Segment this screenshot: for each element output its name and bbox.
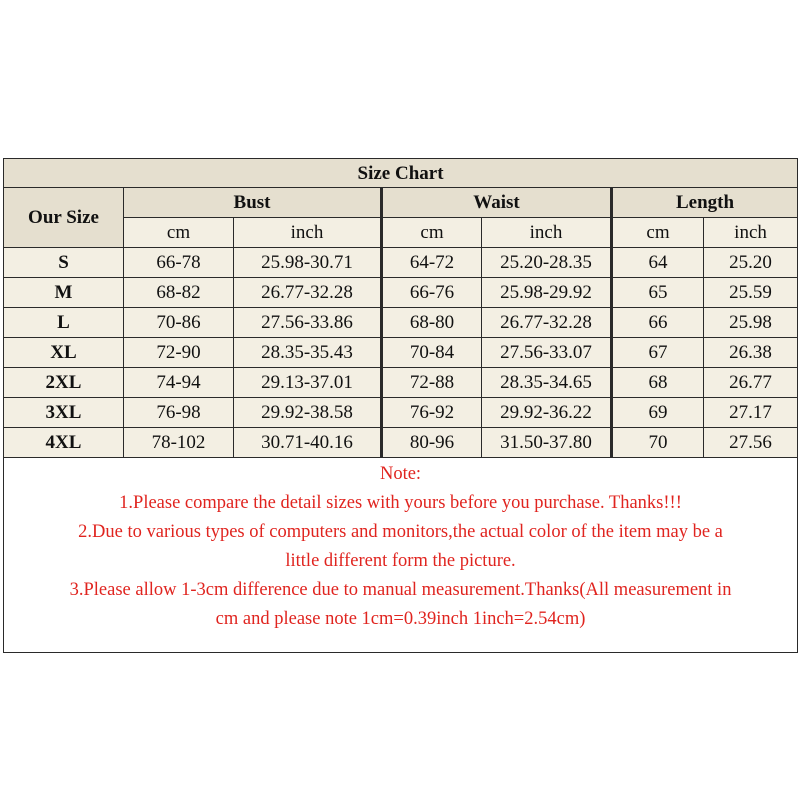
table-row [4,398,798,428]
length-cm-cell: 64 [612,248,704,278]
waist-inch-cell: 29.92-36.22 [482,398,612,428]
size-label: 4XL [4,428,124,458]
length-cm-cell: 66 [612,308,704,338]
our-size-header: Our Size [4,188,124,248]
unit-bust-cm: cm [124,218,234,248]
waist-inch-cell: 25.20-28.35 [482,248,612,278]
size-label: M [4,278,124,308]
group-header-row [4,188,798,218]
table-row [4,428,798,458]
bust-inch-cell: 28.35-35.43 [234,338,382,368]
length-inch-cell: 25.59 [704,278,798,308]
note-box [4,458,798,653]
unit-waist-inch: inch [482,218,612,248]
waist-cm-cell: 64-72 [382,248,482,278]
waist-cm-cell: 76-92 [382,398,482,428]
waist-cm-cell: 66-76 [382,278,482,308]
size-label: 2XL [4,368,124,398]
table-row [4,338,798,368]
waist-inch-cell: 28.35-34.65 [482,368,612,398]
length-inch-cell: 25.98 [704,308,798,338]
length-cm-cell: 65 [612,278,704,308]
size-chart [3,158,797,642]
length-inch-cell: 26.77 [704,368,798,398]
waist-inch-cell: 27.56-33.07 [482,338,612,368]
note-line-2b: little different form the picture. [285,551,516,571]
bust-inch-cell: 29.92-38.58 [234,398,382,428]
length-inch-cell: 26.38 [704,338,798,368]
table-row [4,308,798,338]
note-heading: Note: [379,464,422,484]
waist-cm-cell: 80-96 [382,428,482,458]
bust-inch-cell: 27.56-33.86 [234,308,382,338]
length-cm-cell: 68 [612,368,704,398]
bust-cm-cell: 68-82 [124,278,234,308]
table-row [4,248,798,278]
size-label: XL [4,338,124,368]
length-header: Length [612,188,798,218]
title-row [4,159,798,188]
unit-header-row [4,218,798,248]
bust-cm-cell: 72-90 [124,338,234,368]
size-label: 3XL [4,398,124,428]
unit-waist-cm: cm [382,218,482,248]
waist-inch-cell: 31.50-37.80 [482,428,612,458]
waist-cm-cell: 68-80 [382,308,482,338]
note-row [4,458,798,653]
unit-bust-inch: inch [234,218,382,248]
bust-cm-cell: 76-98 [124,398,234,428]
length-inch-cell: 25.20 [704,248,798,278]
bust-inch-cell: 30.71-40.16 [234,428,382,458]
chart-title: Size Chart [4,159,798,188]
bust-inch-cell: 29.13-37.01 [234,368,382,398]
note-line-2a: 2.Due to various types of computers and monitors,the actual color of the item may be a [78,522,723,542]
note-line-3b: cm and please note 1cm=0.39inch 1inch=2.54cm) [215,609,586,629]
waist-cm-cell: 70-84 [382,338,482,368]
waist-inch-cell: 25.98-29.92 [482,278,612,308]
bust-cm-cell: 74-94 [124,368,234,398]
waist-cm-cell: 72-88 [382,368,482,398]
size-label: L [4,308,124,338]
size-chart-table [3,158,798,653]
length-cm-cell: 70 [612,428,704,458]
note-line-1: 1.Please compare the detail sizes with yours before you purchase. Thanks!!! [119,493,682,513]
bust-cm-cell: 78-102 [124,428,234,458]
table-row [4,368,798,398]
size-label: S [4,248,124,278]
length-inch-cell: 27.17 [704,398,798,428]
bust-cm-cell: 70-86 [124,308,234,338]
note-line-3a: 3.Please allow 1-3cm difference due to manual measurement.Thanks(All measurement in [69,580,732,600]
bust-inch-cell: 25.98-30.71 [234,248,382,278]
bust-header: Bust [124,188,382,218]
waist-inch-cell: 26.77-32.28 [482,308,612,338]
unit-length-inch: inch [704,218,798,248]
waist-header: Waist [382,188,612,218]
length-cm-cell: 69 [612,398,704,428]
length-cm-cell: 67 [612,338,704,368]
bust-inch-cell: 26.77-32.28 [234,278,382,308]
bust-cm-cell: 66-78 [124,248,234,278]
length-inch-cell: 27.56 [704,428,798,458]
table-row [4,278,798,308]
unit-length-cm: cm [612,218,704,248]
